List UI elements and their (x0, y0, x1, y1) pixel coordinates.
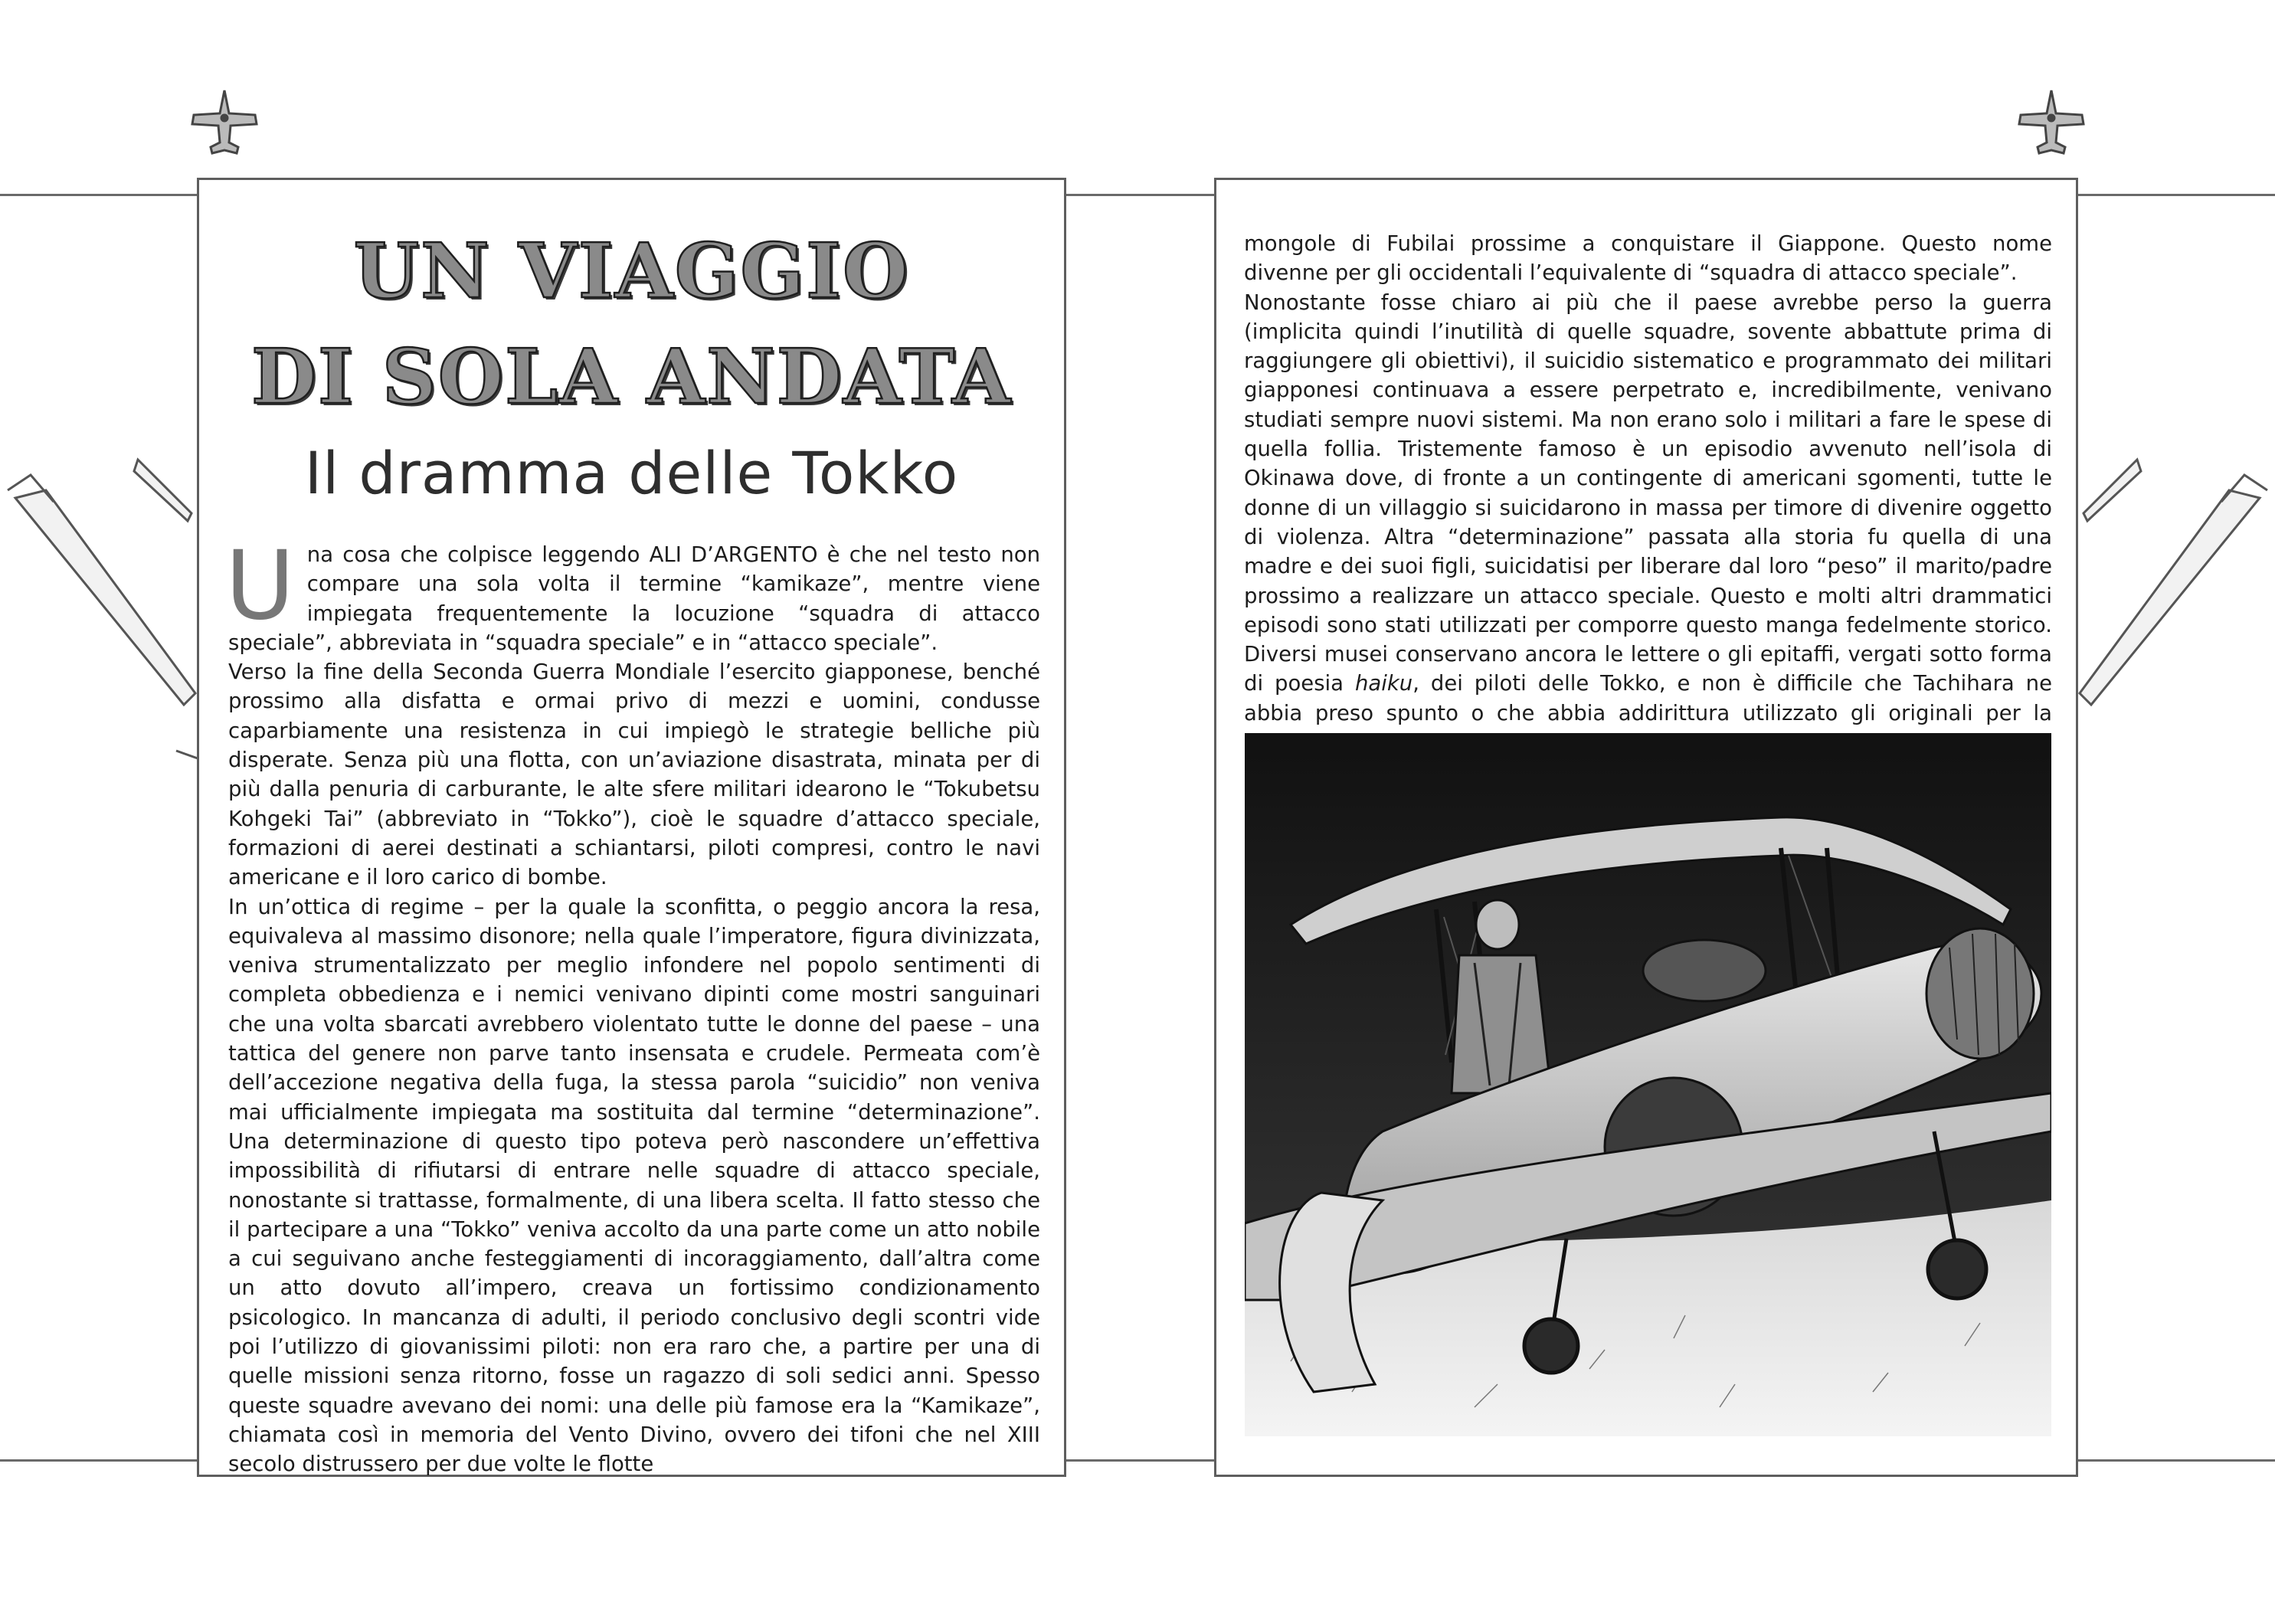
haiku-term: haiku (1354, 671, 1413, 696)
biplane-illustration (1245, 733, 2051, 1436)
paragraph: Verso la fine della Seconda Guerra Mondiale l’esercito giapponese, benché prossimo alla disfatta e ormai privo di mezzi e uomini, condusse caparbiamente una resistenza in cui impiegò le strategie belliche più disperate. Senza più una flotta, con un’aviazione disastrata, minata per di più dalla penuria di carburante, le alte sfere militari idearono le “Tokubetsu Kohgeki Tai” (abbreviato in “Tokko”), cioè le squadre d’attacco speciale, formazioni di aerei destinati a schiantarsi, piloti compresi, contro le navi americane e il loro carico di bombe. (228, 660, 1040, 890)
plane-icon (0, 429, 199, 827)
plane-icon (2013, 83, 2090, 159)
article-subtitle: Il dramma delle Tokko (304, 439, 959, 507)
paragraph: Nonostante fosse chiaro ai più che il paese avrebbe perso la guerra (implicita quindi l’inutilità di quelle squadre, sovente abbattute prima di raggiungere gli obiettivi), il suicidio sistematico e programmato dei militari giapponesi continuava a essere perpetrato e, incredibilmente, venivano studiati sempre nuovi sistemi. Ma non erano solo i militari a fare le spese di quella follia. Tristemente famoso è un episodio avvenuto nell’isola di Okinawa dove, di fronte a un contingente di americani sgomenti, tutte le donne di un villaggio si suicidarono in massa per timore di divenire oggetto di violenza. Altra “determinazione” passata alla storia fu quella di una madre e dei suoi figli, suicidatisi per liberare dal loro “peso” il marito/padre prossimo a realizzare un attacco speciale. Questo e molti altri drammatici episodi sono stati utilizzati per comporre questo manga fedelmente storico. Diversi musei conservano ancora le lettere o gli epitaffi, vergati sotto forma di poesia haiku, dei piloti delle Tokko, e non è difficile che Tachihara ne abbia preso spunto o che abbia addirittura utilizzato gli originali per la (1244, 290, 2052, 725)
plane-icon (2076, 429, 2275, 827)
drop-cap: U (225, 531, 295, 641)
title-line-1: UN VIAGGIO (353, 228, 910, 316)
article-body-right (1244, 229, 2052, 757)
paragraph: mongole di Fubilai prossime a conquistare il Giappone. Questo nome divenne per gli occidentali l’equivalente di “squadra di attacco speciale”. (1244, 231, 2052, 286)
paragraph: In un’ottica di regime – per la quale la sconfitta, o peggio ancora la resa, equivaleva al massimo disonore; nella quale l’imperatore, figura divinizzata, veniva strumentalizzato per meglio infondere nel popolo sentimenti di completa obbedienza e i nemici venivano dipinti come mostri sanguinari che una volta sbarcati avrebbero violentato tutte le donne del paese – una tattica del genere non parve tanto insensata e crudele. Permeata com’è dell’accezione negativa della fuga, la stessa parola “suicidio” non veniva mai ufficialmente impiegata ma sostituita dal termine “determinazione”. Una determinazione di questo tipo poteva però nascondere un’effettiva impossibilità di rifiutarsi di entrare nelle squadre di attacco speciale, nonostante si trattasse, formalmente, di una libera scelta. Il fatto stesso che il partecipare a una “Tokko” veniva accolto da una parte come un atto nobile a cui seguivano anche festeggiamenti di incoraggiamento, dall’altra come un atto dovuto all’impero, creava un fortissimo condizionamento psicologico. In mancanza di adulti, il periodo conclusivo degli scontri vide poi l’utilizzo di giovanissimi piloti: non era raro che, a partire per una di quelle missioni senza ritorno, fosse un ragazzo di soli sedici anni. Spesso queste squadre avevano dei nomi: una delle più famose era la “Kamikaze”, chiamata così in memoria del Vento Divino, ovvero dei tifoni che nel XIII secolo distrussero per due volte le flotte (228, 894, 1040, 1477)
plane-icon (186, 83, 263, 159)
article-right-column (1214, 178, 2078, 1477)
title-line-2: DI SOLA ANDATA (250, 333, 1013, 421)
article-left-column (197, 178, 1066, 1477)
paragraph: Una cosa che colpisce leggendo ALI D’ARGENTO è che nel testo non compare una sola volta il termine “kamikaze”, mentre viene impiegata frequentemente la locuzione “squadra di attacco speciale”, abbreviata in “squadra speciale” e in “attacco speciale”. (225, 531, 1040, 655)
article-body-left (225, 531, 1040, 1479)
